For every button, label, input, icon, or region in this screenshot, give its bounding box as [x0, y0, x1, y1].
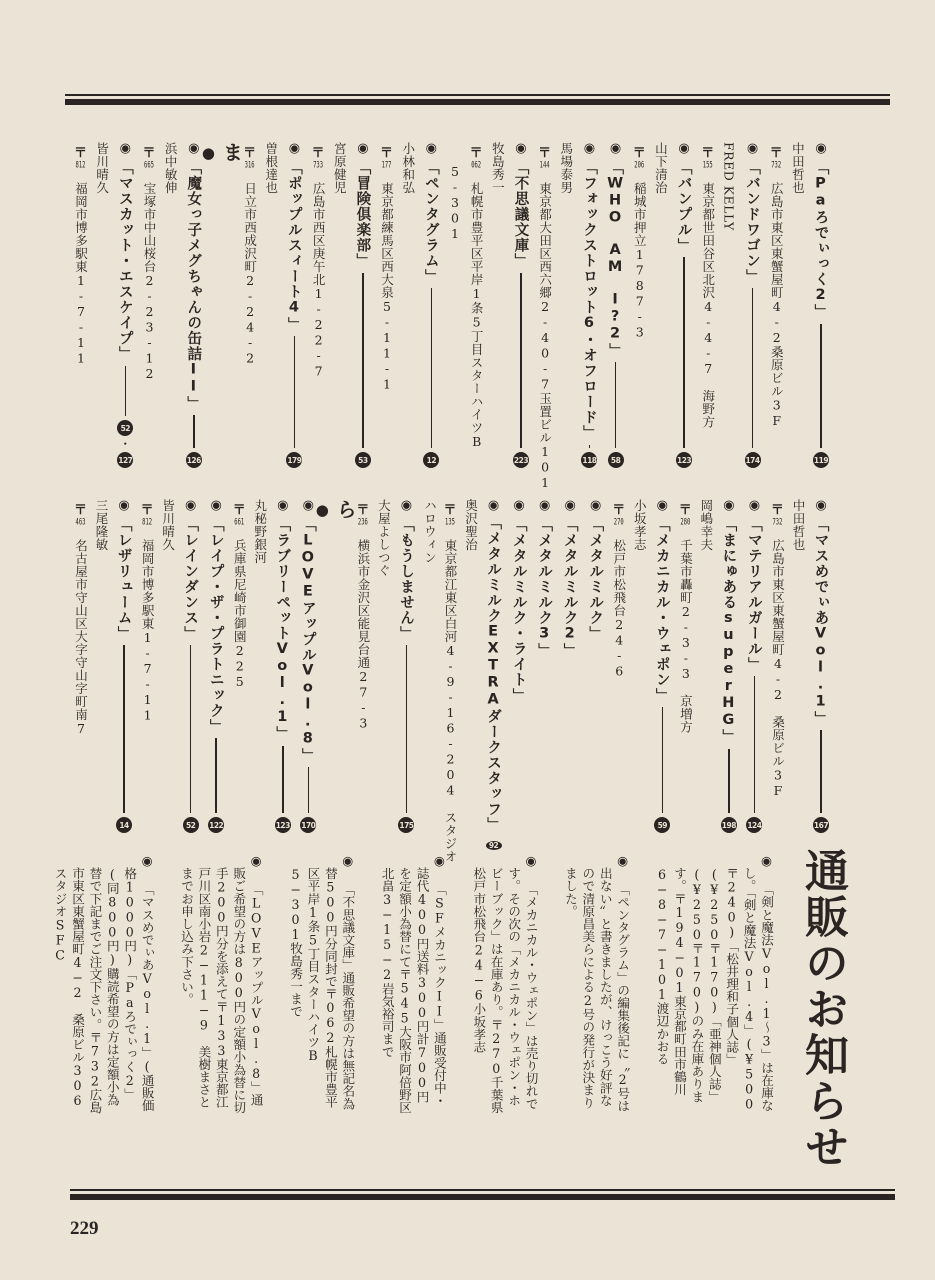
entry-title: 「 マテリアルガール 」	[744, 517, 765, 672]
leader-line	[615, 362, 617, 448]
leader-line	[752, 288, 754, 448]
notice-text: 「ペンタグラム」の編集後記に〝2号は出ない〟と書きましたが、けっこう好評なので清原昌美らによる2号の発行が決まりました。	[562, 866, 631, 1113]
address-text: 東京都練馬区西大泉5-11-1	[379, 182, 395, 392]
directory-entry	[114, 142, 136, 468]
address-line	[310, 142, 327, 468]
entry-title: 「 メタルミルク・ライト 」	[509, 517, 530, 703]
notice-list	[52, 853, 775, 1121]
kana-heading: ま ●	[199, 142, 246, 162]
address-line	[442, 499, 459, 863]
address-text: 名古屋市守山区大字守山字町南7	[73, 539, 89, 737]
directory-entry	[180, 499, 202, 833]
address-text: 広島市東区東蟹屋町4-2桑原ビル3F	[769, 182, 785, 429]
directory-entry	[810, 499, 832, 833]
bottom-rule	[70, 1189, 895, 1201]
postal-mark-icon: 〒	[311, 146, 325, 161]
leader-line	[406, 645, 408, 813]
bullet-icon: ◉	[615, 853, 631, 883]
address-line	[241, 142, 258, 468]
page-badge: 53	[355, 452, 371, 468]
address-text: ハロウィン	[422, 499, 438, 564]
contact-name	[262, 142, 279, 468]
postal-mark-icon: 〒	[140, 503, 154, 518]
address-line	[769, 499, 786, 833]
postal-code: 316	[244, 161, 255, 170]
entry-title: 「 ラブリーペットVol.1 」	[272, 517, 293, 742]
notice-text: 「剣と魔法Vol.1〜3」は在庫なし。「剣と魔法Vol.4」(¥500〒240)「松井理和子個人誌」(¥250〒170)「亜神個人誌」(¥250〒170)のみ在庫あります。〒194−01東京都町田市鶴川6−8−7−101渡辺かおる	[654, 866, 774, 1112]
entry-title: 「 メタルミルク 」	[585, 517, 606, 641]
postal-mark-icon: 〒	[356, 503, 370, 518]
address-line	[72, 499, 89, 833]
page-badge: 92	[486, 841, 502, 850]
entry-title: 「 Paろでぃっく2 」	[811, 160, 832, 320]
postal-mark-icon: 〒	[469, 146, 483, 161]
bullet-icon: ◉	[248, 853, 264, 883]
directory-entry	[283, 142, 305, 468]
bullet-icon: ◉	[302, 498, 314, 513]
page-badge: 59	[654, 817, 670, 833]
address-text: 5-301	[447, 164, 463, 242]
address-line	[677, 499, 694, 833]
address-continuation	[421, 499, 438, 833]
bullet-icon: ◉	[184, 498, 197, 513]
page-badge: 58	[608, 452, 624, 468]
postal-mark-icon: 〒	[770, 503, 784, 518]
name-text: 山下清治	[653, 142, 669, 194]
address-text: 広島市東区東蟹屋町4-2 桑原ビル3F	[770, 539, 786, 799]
postal-code: 280	[680, 518, 691, 527]
bullet-icon: ◉	[400, 498, 413, 513]
name-text: 皆川晴久	[94, 142, 110, 194]
name-text: 中田哲也	[790, 142, 806, 194]
leader-line	[662, 707, 664, 813]
address-text: 東京都江東区白河4-9-16-204 スタジオ	[443, 539, 458, 863]
entry-title: 「 マスカット・エスケイプ 」	[115, 160, 136, 362]
directory-entry	[510, 142, 532, 468]
notice-item	[378, 853, 448, 1115]
address-text: 宝塚市中山桜台2-23-12	[141, 182, 157, 382]
bullet-icon: ◉	[288, 141, 301, 156]
directory-entry	[183, 142, 205, 468]
bullet-icon: ◉	[678, 141, 690, 156]
kana-heading: ら ●	[313, 499, 360, 519]
postal-code: 665	[144, 161, 154, 170]
postal-code: 144	[539, 161, 550, 170]
bullet-icon: ◉	[188, 141, 200, 156]
page-badge: 175	[398, 817, 414, 833]
page-badge: 123	[676, 452, 692, 468]
notice-item	[51, 853, 155, 1121]
leader-line	[190, 645, 192, 813]
bullet-icon: ◉	[748, 498, 761, 513]
address-line	[354, 499, 371, 833]
separator-dot: ・	[119, 437, 132, 451]
directory-entry	[585, 499, 607, 833]
postal-mark-icon: 〒	[769, 146, 783, 161]
leader-line	[294, 336, 296, 448]
address-line	[140, 142, 157, 468]
leader-line	[125, 366, 127, 417]
directory-entry	[508, 499, 530, 833]
name-text: 曽根達也	[263, 142, 279, 194]
directory-entry	[578, 142, 600, 468]
postal-code: 733	[313, 161, 323, 170]
entry-title: 「 メカニカル・ウェポン 」	[652, 517, 673, 703]
entry-title: 「 魔女っ子メグちゃんの缶詰II 」	[183, 160, 204, 411]
name-text: FRED KELLY	[721, 142, 737, 231]
bullet-icon: ◉	[523, 853, 539, 883]
notice-item	[287, 853, 357, 1115]
postal-code: 177	[381, 161, 392, 170]
bullet-icon: ◉	[564, 498, 576, 513]
address-continuation	[447, 142, 464, 468]
page-badge: 14	[116, 817, 132, 833]
name-text: 宮原健児	[332, 142, 348, 194]
page-badge: 12	[423, 452, 439, 468]
postal-code: 062	[471, 161, 482, 170]
contact-name	[162, 142, 179, 468]
name-text: 小坂孝志	[632, 499, 648, 551]
page-badge: 119	[813, 452, 829, 468]
entry-title: 「 冒険倶楽部 」	[352, 160, 373, 269]
postal-mark-icon: 〒	[701, 146, 715, 161]
entry-title: 「 レイプ・ザ・プラトニック 」	[206, 517, 227, 734]
page-badge: 118	[581, 452, 597, 468]
address-line	[768, 142, 785, 468]
address-line	[378, 142, 395, 468]
entry-title: 「 ペンタグラム 」	[421, 160, 442, 284]
top-rule	[65, 94, 890, 106]
directory-entry	[651, 499, 673, 833]
postal-code: 270	[613, 518, 624, 527]
notice-item	[562, 853, 632, 1115]
leader-line	[728, 749, 730, 814]
leader-line	[431, 288, 433, 448]
address-text: 福岡市博多駅東1-7-11	[140, 539, 156, 723]
address-text: 稲城市押立1787-3	[632, 182, 648, 340]
contact-name	[159, 499, 176, 833]
bullet-icon: ◉	[210, 498, 222, 513]
leader-line	[754, 676, 756, 813]
directory-section-top	[72, 141, 832, 491]
notice-text: 「メカニカル・ウェポン」は売り切れです。その次の「メカニカル・ウェポン・ホビーブック」は在庫あり。〒270千葉県松戸市松飛台24−6小坂孝志	[471, 866, 539, 1114]
name-text: 丸秘野銀河	[252, 499, 268, 564]
page-badge: 52	[117, 420, 133, 436]
entry-title: 「 レザリューム 」	[114, 517, 135, 641]
postal-code: 155	[702, 161, 713, 170]
address-line	[72, 142, 89, 468]
bullet-icon: ◉	[118, 498, 130, 513]
name-text: 馬場泰男	[558, 142, 574, 194]
bullet-icon: ◉	[656, 498, 668, 513]
name-text: 浜中敏伸	[163, 142, 179, 194]
postal-code: 236	[357, 518, 368, 527]
page-badge: 122	[208, 817, 224, 833]
page-badge: 223	[513, 452, 529, 468]
bullet-icon: ◉	[590, 498, 602, 513]
section-heading	[209, 142, 244, 468]
notice-text: 「マスめでぃあVol.1」(通販価格1000円)「Paろでぃっく2」(同800円)購読希望の方は定額小為替で下記までご注文下さい。〒732広島市東区東蟹屋町4−2 桑原ビル306 スタジオSFC	[52, 866, 155, 1121]
contact-name	[631, 499, 648, 833]
address-line	[699, 142, 716, 468]
leader-line	[282, 746, 284, 814]
bullet-icon: ◉	[538, 498, 551, 513]
entry-title: 「 バンプル 」	[674, 160, 695, 253]
entry-title: 「 ポップルスィート4 」	[284, 160, 305, 332]
leader-line	[589, 445, 591, 449]
leader-line	[820, 324, 822, 449]
postal-code: 206	[634, 161, 645, 170]
leader-line	[820, 730, 822, 813]
name-text: 小林和弘	[400, 142, 416, 194]
postal-mark-icon: 〒	[243, 146, 257, 161]
entry-title: 「 バンドワゴン 」	[742, 160, 763, 284]
bullet-icon: ◉	[515, 141, 527, 156]
directory-entry	[559, 499, 581, 833]
address-text: 札幌市豊平区平岸1条5丁目スターハイツB	[469, 182, 485, 450]
entry-title: 「 フォックストロット6・オフロード 」	[579, 160, 600, 441]
address-text: 兵庫県尼崎市御園225	[232, 539, 248, 690]
directory-entry	[810, 142, 832, 468]
bullet-icon: ◉	[357, 141, 369, 156]
address-text: 日立市西成沢町2-24-2	[242, 182, 258, 366]
address-text: 東京都大田区西六郷2-40-7玉置ビル101	[537, 182, 553, 491]
address-line	[468, 142, 485, 468]
bullet-icon: ◉	[513, 498, 525, 513]
postal-code: 661	[234, 518, 245, 527]
page-badge: 124	[746, 817, 762, 833]
name-text: 大屋よしつぐ	[376, 499, 392, 577]
entry-title: 「 メタルミルク2 」	[560, 517, 581, 658]
leader-line	[123, 645, 125, 813]
postal-code: 135	[445, 518, 455, 527]
address-line	[231, 499, 248, 833]
directory-section-middle	[72, 498, 832, 863]
contact-name	[489, 142, 506, 468]
page-badge: 198	[721, 817, 737, 833]
directory-entry	[352, 142, 374, 468]
page-number: 229	[70, 1218, 99, 1239]
entry-title: 「 マスめでぃあVol.1 」	[811, 517, 832, 726]
page-badge: 127	[117, 452, 133, 468]
notice-text: 「SFメカニックII」通販受付中・誌代400円送料300円計700円を定額小為替にて〒545大阪市阿倍野区北畠3−15−2岩気裕司まで	[379, 866, 447, 1114]
leader-line	[215, 738, 217, 813]
directory-entry	[113, 499, 135, 833]
postal-mark-icon: 〒	[612, 503, 626, 518]
bullet-icon: ◉	[431, 853, 447, 883]
entry-title: 「 メタルミルク3 」	[534, 517, 555, 658]
directory-entry	[483, 498, 505, 850]
bullet-icon: ◉	[583, 141, 596, 156]
page-badge: 174	[745, 452, 761, 468]
notice-text: 「不思議文庫」通販希望の方は無記名為替500円分同封で〒062札幌市豊平区平岸1条5丁目スターハイツB 5−301牧島秀一まで	[288, 866, 356, 1110]
leader-line	[308, 767, 310, 813]
postal-code: 732	[772, 518, 783, 527]
page-badge: 126	[186, 452, 202, 468]
contact-name	[93, 499, 110, 833]
contact-name	[399, 142, 416, 468]
page-badge: 179	[286, 452, 302, 468]
directory-entry	[718, 499, 740, 833]
entry-title: 「 LOVEアップルVol.8 」	[298, 517, 319, 763]
name-text: 牧島秀一	[490, 142, 506, 194]
bullet-icon: ◉	[815, 498, 827, 513]
name-text: 奥沢聖治	[463, 499, 479, 551]
section-heading	[323, 499, 358, 833]
entry-title: 「 メタルミルクEXTRAダークスタッフ 」	[483, 515, 504, 833]
entry-title: 「 レインダンス 」	[180, 517, 201, 641]
postal-mark-icon: 〒	[678, 503, 692, 518]
address-text: 福岡市博多駅東1-7-11	[73, 182, 89, 366]
bullet-icon: ◉	[277, 498, 289, 513]
address-line	[536, 142, 553, 491]
bullet-icon: ◉	[759, 853, 774, 883]
postal-code: 812	[142, 518, 153, 527]
page-badge: 123	[275, 817, 291, 833]
contact-name	[375, 499, 392, 833]
page-badge: 52	[183, 817, 199, 833]
leader-line	[683, 257, 685, 448]
bullet-icon: ◉	[487, 498, 500, 513]
address-text: 広島市西区庚午北1-22-7	[311, 182, 327, 379]
postal-mark-icon: 〒	[232, 503, 246, 518]
notice-text: 「LOVEアップルVol.8」通販ご希望の方は800円の定額小為替に切手200円分を添えて〒133東京都江戸川区南小岩2−11−9 美樹まさとまでお申し込み下さい。	[179, 866, 264, 1114]
contact-name	[251, 499, 268, 833]
directory-entry	[395, 499, 417, 833]
postal-mark-icon: 〒	[538, 146, 552, 161]
postal-code: 463	[75, 518, 86, 527]
leader-line	[520, 273, 522, 449]
contact-name	[93, 142, 110, 468]
contact-name	[789, 499, 806, 833]
bullet-icon: ◉	[425, 141, 438, 156]
contact-name	[789, 142, 806, 468]
directory-entry	[743, 499, 765, 833]
leader-line	[362, 273, 364, 449]
entry-title: 「 まにゅあるsuperHG 」	[718, 517, 739, 745]
directory-entry	[297, 499, 319, 833]
contact-name	[652, 142, 669, 468]
contact-name	[697, 499, 714, 833]
postal-mark-icon: 〒	[142, 146, 156, 161]
bullet-icon: ◉	[815, 141, 827, 156]
bullet-icon: ◉	[746, 141, 759, 156]
address-text: 東京都世田谷区北沢4-4-7 海野方	[700, 182, 716, 429]
entry-title: 「 もうしません 」	[396, 517, 417, 641]
page-badge: 167	[813, 817, 829, 833]
directory-entry	[673, 142, 695, 468]
address-text: 千葉市轟町2-3-3 京増方	[678, 539, 694, 734]
address-text: 横浜市金沢区能見台通27-3	[355, 539, 371, 731]
directory-entry	[742, 142, 764, 468]
address-line	[610, 499, 627, 833]
contact-name	[331, 142, 348, 468]
address-text: 松戸市松飛台24-6	[611, 539, 627, 679]
postal-mark-icon: 〒	[443, 503, 457, 518]
bullet-icon: ◉	[119, 141, 131, 156]
directory-entry	[605, 142, 627, 468]
directory-entry	[534, 499, 556, 833]
postal-mark-icon: 〒	[380, 146, 394, 161]
bullet-icon: ◉	[340, 853, 356, 883]
postal-code: 812	[75, 161, 86, 170]
postal-mark-icon: 〒	[73, 146, 87, 161]
name-text: 中田哲也	[790, 499, 806, 551]
notice-item	[470, 853, 540, 1115]
postal-mark-icon: 〒	[73, 503, 87, 518]
bullet-icon: ◉	[139, 853, 155, 883]
directory-entry	[420, 142, 442, 468]
directory-entry	[272, 499, 294, 833]
contact-name	[720, 142, 737, 468]
postal-mark-icon: 〒	[632, 146, 646, 161]
notice-heading: 通販のお知らせ	[797, 848, 848, 1170]
notice-item	[653, 853, 775, 1115]
leader-line	[193, 415, 195, 448]
page-badge: 170	[300, 817, 316, 833]
address-line	[631, 142, 648, 468]
name-text: 皆川晴久	[160, 499, 176, 551]
notice-item	[178, 853, 265, 1115]
name-text: 岡嶋幸夫	[698, 499, 714, 551]
bullet-icon: ◉	[609, 141, 622, 156]
contact-name	[557, 142, 574, 468]
directory-entry	[205, 499, 227, 833]
entry-title: 「 不思議文庫 」	[510, 160, 531, 269]
bullet-icon: ◉	[723, 498, 735, 513]
postal-code: 732	[771, 161, 782, 170]
contact-name	[462, 499, 479, 833]
name-text: 三尾隆敏	[94, 499, 110, 551]
entry-title: 「 WHO AM I?2 」	[605, 160, 626, 358]
address-line	[139, 499, 156, 833]
